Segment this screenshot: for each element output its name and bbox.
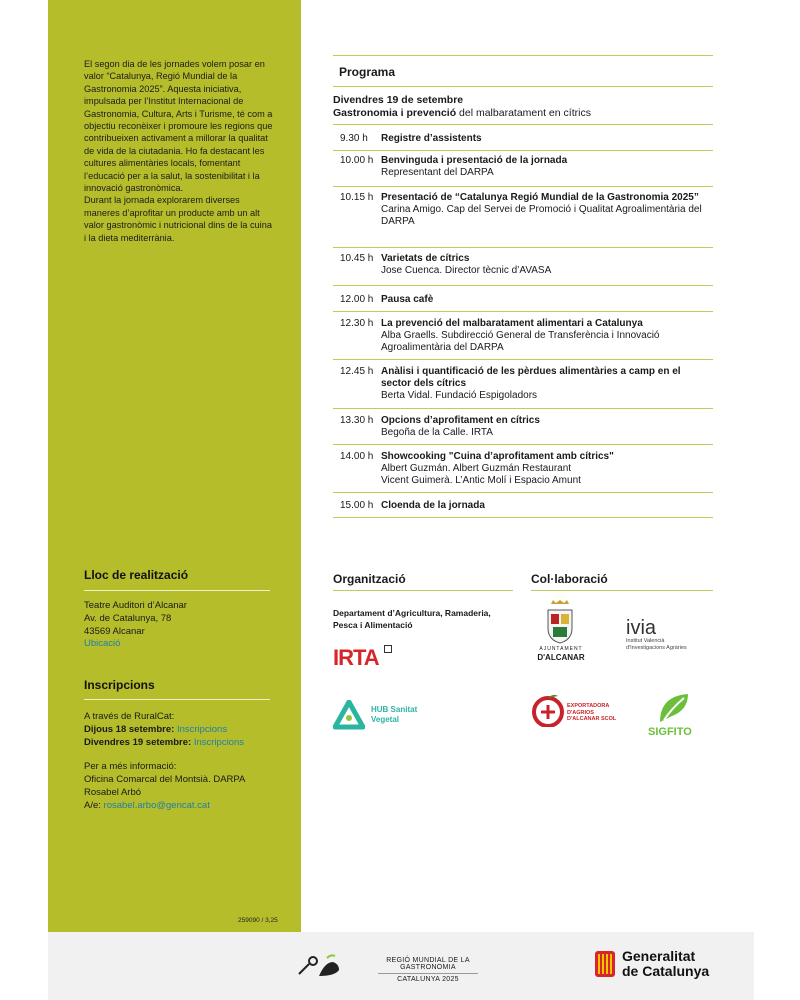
program-rule [333, 311, 713, 312]
registration-divider [84, 699, 270, 700]
program-rule [333, 359, 713, 360]
venue-line-1: Teatre Auditori d’Alcanar [84, 600, 187, 611]
exportadora-line-3: D'ALCANAR SCOL [567, 716, 617, 722]
generalitat-line-2: de Catalunya [622, 963, 710, 979]
registration-day2-label: Divendres 19 setembre: [84, 736, 192, 748]
footer-bar [48, 932, 754, 1000]
program-time: 9.30 h [340, 133, 368, 144]
program-time: 10.45 h [340, 253, 374, 264]
coat-of-arms-icon [545, 600, 575, 644]
intro-paragraph-1: El segon dia de les jornades volem posar en valor “Catalunya, Regió Mundial de la Gastronomia 2025”. Aquesta iniciativa, impulsada per l’Institut Internacional de Gastronomia, Cultura, Arts i Turisme, té com a objectiu reconèixer i promoure les regions que contribueixen activament a millorar la qualitat de vida de la ciutadania. Ho fa destacant les cultures alimentàries locals, fomentant l’educació per a la salut, la sostenibilitat i la innovació gastronòmica. [84, 59, 273, 194]
registration-via: A través de RuralCat: [84, 711, 175, 722]
generalitat-line-1: Generalitat [622, 948, 696, 964]
venue-location-link[interactable]: Ubicació [84, 638, 121, 650]
program-day: Divendres 19 de setembre [333, 94, 464, 106]
program-day-heading [333, 94, 591, 119]
ivia-subtitle-1: Institut Valencià [626, 638, 665, 644]
hub-line-1: HUB Sanitat [371, 705, 418, 714]
registration-day1-label: Dijous 18 setembre: [84, 723, 175, 735]
program-title-rule [333, 86, 713, 87]
ivia-logo [626, 618, 716, 658]
department-name: Departament d’Agricultura, Ramaderia, Pesca i Alimentació [333, 608, 491, 630]
registration-title: Inscripcions [84, 678, 155, 692]
program-time: 14.00 h [340, 451, 374, 462]
email-label: A/e: [84, 799, 101, 811]
exportadora-line-2: D'AGRIOS [567, 709, 594, 716]
program-rule [333, 444, 713, 445]
registration-day2-link[interactable]: Inscripcions [193, 736, 245, 748]
program-time: 13.30 h [340, 415, 374, 426]
venue-line-3: 43569 Alcanar [84, 625, 145, 637]
program-time: 12.00 h [340, 294, 374, 305]
program-time: 12.45 h [340, 366, 374, 377]
program-item-detail: Jose Cuenca. Director tècnic d’AVASA [381, 265, 552, 277]
rmg-line-1: REGIÓ MUNDIAL DE LA GASTRONOMIA [386, 957, 470, 971]
program-time: 10.00 h [340, 155, 374, 166]
ajuntament-alcanar-logo [531, 600, 591, 664]
program-rule [333, 150, 713, 151]
program-time: 10.15 h [340, 192, 374, 203]
program-item-title: Registre d’assistents [381, 133, 482, 144]
program-item-title: Pausa cafè [381, 294, 434, 305]
program-item-title: Varietats de cítrics [381, 253, 470, 264]
generalitat-emblem-icon [594, 950, 616, 978]
program-title: Programa [339, 65, 396, 79]
program-item-title: Showcooking "Cuina d’aprofitament amb cítrics" [381, 451, 614, 462]
program-item-detail: Albert Guzmán. Albert Guzmán Restaurant [381, 463, 572, 475]
program-item-detail-2: Vicent Guimerà. L’Antic Molí i Espacio Amunt [381, 475, 581, 487]
program-item-detail: Carina Amigo. Cap del Servei de Promoció i Qualitat Agroalimentària del DARPA [381, 204, 702, 228]
program-theme-bold: Gastronomia i prevenció [333, 106, 457, 119]
intro-paragraph-2: Durant la jornada explorarem diverses maneres d’aprofitar un producte amb un alt valor gastronòmic i nutricional dins de la cuina i la dieta mediterrània. [84, 195, 272, 243]
ajuntament-text: D'ALCANAR [537, 653, 585, 662]
venue-address [84, 600, 187, 651]
program-item-detail: Alba Graells. Subdirecció General de Transferència i Innovació Agroalimentària del DARPA [381, 330, 660, 354]
orange-fruit-icon [531, 693, 565, 727]
program-item-detail: Berta Vidal. Fundació Espigoladors [381, 390, 538, 402]
registration-details [84, 711, 245, 813]
hub-triangle-icon [333, 700, 365, 730]
ivia-subtitle-2: d'Investigacions Agràries [626, 645, 687, 651]
program-item-title: Benvinguda i presentació de la jornada [381, 155, 568, 166]
irta-logo-text: IRTA [333, 645, 379, 670]
contact-name: Rosabel Arbó [84, 786, 142, 798]
program-item-detail: Begoña de la Calle. IRTA [381, 427, 493, 439]
hub-line-2: Vegetal [371, 715, 400, 724]
program-rule [333, 247, 713, 248]
collaboration-rule [531, 590, 713, 591]
more-info-label: Per a més informació: [84, 761, 177, 773]
intro-text [84, 58, 274, 244]
program-item-title: La prevenció del malbaratament alimentari a Catalunya [381, 318, 643, 329]
program-rule [333, 285, 713, 286]
program-item-title: Opcions d’aprofitament en cítrics [381, 415, 540, 426]
program-rule [333, 124, 713, 125]
venue-line-2: Av. de Catalunya, 78 [84, 612, 172, 624]
leaf-icon [654, 690, 694, 724]
program-item-title: Anàlisi i quantificació de les pèrdues alimentàries a camp en el sector dels cítrics [381, 366, 681, 390]
office-name: Oficina Comarcal del Montsià. DARPA [84, 774, 246, 786]
program-item-title: Cloenda de la jornada [381, 500, 485, 511]
ivia-logo-text: ivia [626, 617, 657, 639]
reference-code: 259090 / 3,25 [238, 917, 278, 924]
email-link[interactable]: rosabel.arbo@gencat.cat [103, 799, 210, 811]
organization-title: Organització [333, 572, 406, 586]
gastronomy-region-icon [295, 952, 345, 980]
registration-day1-link[interactable]: Inscripcions [176, 723, 228, 735]
ajuntament-small-text: AJUNTAMENT [539, 646, 583, 652]
sigfito-text: SIGFITO [648, 726, 692, 738]
program-top-rule [333, 55, 713, 56]
program-rule [333, 517, 713, 518]
exportadora-alcanar-logo [531, 693, 626, 733]
program-rule [333, 492, 713, 493]
organization-rule [333, 590, 513, 591]
rmg-line-2: CATALUNYA 2025 [397, 976, 459, 983]
registered-mark-icon [384, 645, 392, 653]
program-rule [333, 408, 713, 409]
irta-logo [333, 645, 392, 671]
venue-divider [84, 590, 270, 591]
venue-title: Lloc de realització [84, 568, 189, 582]
program-rule [333, 186, 713, 187]
hub-sanitat-logo [333, 700, 443, 732]
program-item-detail: Representant del DARPA [381, 167, 494, 179]
program-theme-rest: del malbaratament en cítrics [459, 106, 591, 119]
program-time: 15.00 h [340, 500, 374, 511]
collaboration-title: Col·laboració [531, 572, 608, 586]
sigfito-logo [648, 690, 708, 740]
program-item-title: Presentació de “Catalunya Regió Mundial de la Gastronomia 2025” [381, 192, 699, 203]
exportadora-line-1: EXPORTADORA [567, 703, 610, 709]
program-time: 12.30 h [340, 318, 374, 329]
